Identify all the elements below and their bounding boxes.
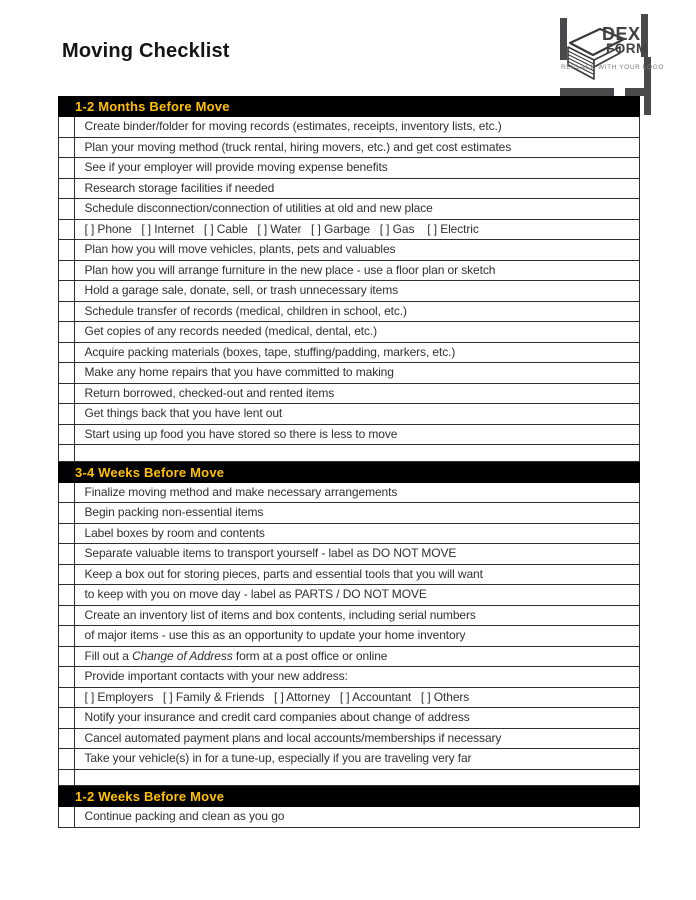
checklist-row (58, 585, 640, 606)
checkbox-cell[interactable] (59, 199, 75, 219)
checkbox-cell[interactable] (59, 565, 75, 585)
checkbox-cell[interactable] (59, 240, 75, 260)
empty-cell (59, 445, 75, 461)
checkbox-cell[interactable] (59, 179, 75, 199)
checklist-row (58, 749, 640, 770)
checklist-row (58, 647, 640, 668)
checklist-row (58, 220, 640, 241)
section-title: 1-2 Weeks Before Move (75, 789, 225, 804)
checklist-row (58, 524, 640, 545)
checklist-item-text: Create an inventory list of items and box contents, including serial numbers (84, 607, 476, 622)
checklist-row (58, 626, 640, 647)
checklist-row (58, 261, 640, 282)
checkbox-cell[interactable] (59, 425, 75, 445)
checkbox-cell[interactable] (59, 483, 75, 503)
checklist-row (58, 117, 640, 138)
logo-frame-bar-bottom-left (560, 88, 614, 96)
checklist-item-text: Cancel automated payment plans and local accounts/memberships if necessary (84, 730, 502, 745)
empty-cell (59, 770, 75, 786)
checkbox-cell[interactable] (59, 667, 75, 687)
section-header (58, 462, 640, 483)
checklist-item-text: Schedule transfer of records (medical, children in school, etc.) (84, 303, 407, 318)
checklist-row (58, 503, 640, 524)
checkbox-cell[interactable] (59, 158, 75, 178)
checklist-table (58, 96, 640, 828)
checklist-row (58, 158, 640, 179)
checkbox-cell[interactable] (59, 647, 75, 667)
section-title: 3-4 Weeks Before Move (75, 464, 225, 480)
checklist-item-text: Label boxes by room and contents (84, 525, 265, 540)
checklist-item-text: [ ] Employers [ ] Family & Friends [ ] Attorney [ ] Accountant [ ] Others (84, 689, 470, 704)
checklist-row (58, 138, 640, 159)
checklist-item-text: to keep with you on move day - label as PARTS / DO NOT MOVE (84, 587, 427, 601)
spacer-row (58, 770, 640, 787)
checkbox-cell[interactable] (59, 261, 75, 281)
checklist-item-text: Schedule disconnection/connection of utilities at old and new place (84, 201, 433, 215)
checklist-item-text: Return borrowed, checked-out and rented items (84, 385, 335, 400)
checklist-item-text: Take your vehicle(s) in for a tune-up, especially if you are traveling very far (84, 751, 472, 765)
checkbox-cell[interactable] (59, 626, 75, 646)
checklist-item-text: Begin packing non-essential items (84, 505, 264, 519)
checklist-item-text: Provide important contacts with your new address: (84, 669, 348, 683)
checkbox-cell[interactable] (59, 281, 75, 301)
checklist-item-text: Start using up food you have stored so there is less to move (84, 426, 398, 441)
checklist-row (58, 343, 640, 364)
checklist-row (58, 322, 640, 343)
checklist-row (58, 425, 640, 446)
spacer-row (58, 445, 640, 462)
logo-brand-form: FORM (606, 41, 648, 56)
checkbox-cell[interactable] (59, 524, 75, 544)
checklist-row (58, 363, 640, 384)
logo-tagline: REPLACE WITH YOUR LOGO (561, 64, 665, 71)
checklist-row (58, 708, 640, 729)
checklist-row (58, 281, 640, 302)
checklist-item-text: Notify your insurance and credit card companies about change of address (84, 710, 470, 724)
checklist-item-text: Fill out a Change of Address form at a post office or online (84, 648, 388, 663)
checklist-item-text: Keep a box out for storing pieces, parts and essential tools that you will want (84, 566, 483, 581)
checklist-row (58, 302, 640, 323)
checklist-item-text: Make any home repairs that you have committed to making (84, 365, 394, 379)
section-header (58, 96, 640, 117)
checkbox-cell[interactable] (59, 544, 75, 564)
checklist-row (58, 667, 640, 688)
checklist-row (58, 199, 640, 220)
checkbox-cell[interactable] (59, 220, 75, 240)
checkbox-cell[interactable] (59, 708, 75, 728)
checklist-item-text (75, 770, 640, 786)
checklist-row (58, 729, 640, 750)
checklist-item-text: Continue packing and clean as you go (84, 809, 285, 823)
checklist-item-text: [ ] Phone [ ] Internet [ ] Cable [ ] Water [ ] Garbage [ ] Gas [ ] Electric (84, 221, 479, 236)
checklist-item-text: See if your employer will provide moving expense benefits (84, 160, 388, 174)
checklist-item-text: Create binder/folder for moving records (estimates, receipts, inventory lists, etc.) (84, 119, 502, 133)
checklist-item-text: Acquire packing materials (boxes, tape, stuffing/padding, markers, etc.) (84, 344, 456, 359)
checkbox-cell[interactable] (59, 729, 75, 749)
checklist-item-text: Get things back that you have lent out (84, 406, 283, 420)
section-header (58, 786, 640, 807)
checklist-item-text: Separate valuable items to transport yourself - label as DO NOT MOVE (84, 546, 457, 560)
checklist-item-text: Finalize moving method and make necessary arrangements (84, 484, 398, 499)
checkbox-cell[interactable] (59, 322, 75, 342)
checkbox-cell[interactable] (59, 302, 75, 322)
checklist-row (58, 565, 640, 586)
checkbox-cell[interactable] (59, 503, 75, 523)
checkbox-cell[interactable] (59, 343, 75, 363)
checkbox-cell[interactable] (59, 585, 75, 605)
checklist-row (58, 384, 640, 405)
checklist-item-text (75, 445, 640, 461)
checklist-row (58, 606, 640, 627)
checklist-item-text: Get copies of any records needed (medical, dental, etc.) (84, 324, 378, 338)
checkbox-cell[interactable] (59, 117, 75, 137)
checklist-item-text: of major items - use this as an opportunity to update your home inventory (84, 628, 466, 642)
checkbox-cell[interactable] (59, 749, 75, 769)
checkbox-cell[interactable] (59, 363, 75, 383)
checklist-item-text: Plan how you will move vehicles, plants, pets and valuables (84, 242, 396, 256)
checkbox-cell[interactable] (59, 807, 75, 827)
checklist-row (58, 807, 640, 828)
logo-brand-dex: DEX (602, 24, 641, 44)
checkbox-cell[interactable] (59, 404, 75, 424)
checklist-item-text: Research storage facilities if needed (84, 180, 275, 195)
page-title: Moving Checklist (62, 40, 230, 62)
section-title: 1-2 Months Before Move (75, 99, 230, 114)
checkbox-cell[interactable] (59, 688, 75, 708)
checklist-row (58, 483, 640, 504)
checklist-row (58, 179, 640, 200)
checklist-row (58, 544, 640, 565)
checklist-row (58, 404, 640, 425)
logo-frame-bar-bottom-right (625, 88, 651, 96)
checkbox-cell[interactable] (59, 384, 75, 404)
checklist-item-text: Hold a garage sale, donate, sell, or trash unnecessary items (84, 283, 399, 297)
checklist-row (58, 688, 640, 709)
checkbox-cell[interactable] (59, 138, 75, 158)
checklist-row (58, 240, 640, 261)
checkbox-cell[interactable] (59, 606, 75, 626)
checklist-item-text: Plan how you will arrange furniture in the new place - use a floor plan or sketch (84, 262, 496, 277)
checklist-item-text: Plan your moving method (truck rental, hiring movers, etc.) and get cost estimates (84, 139, 512, 154)
